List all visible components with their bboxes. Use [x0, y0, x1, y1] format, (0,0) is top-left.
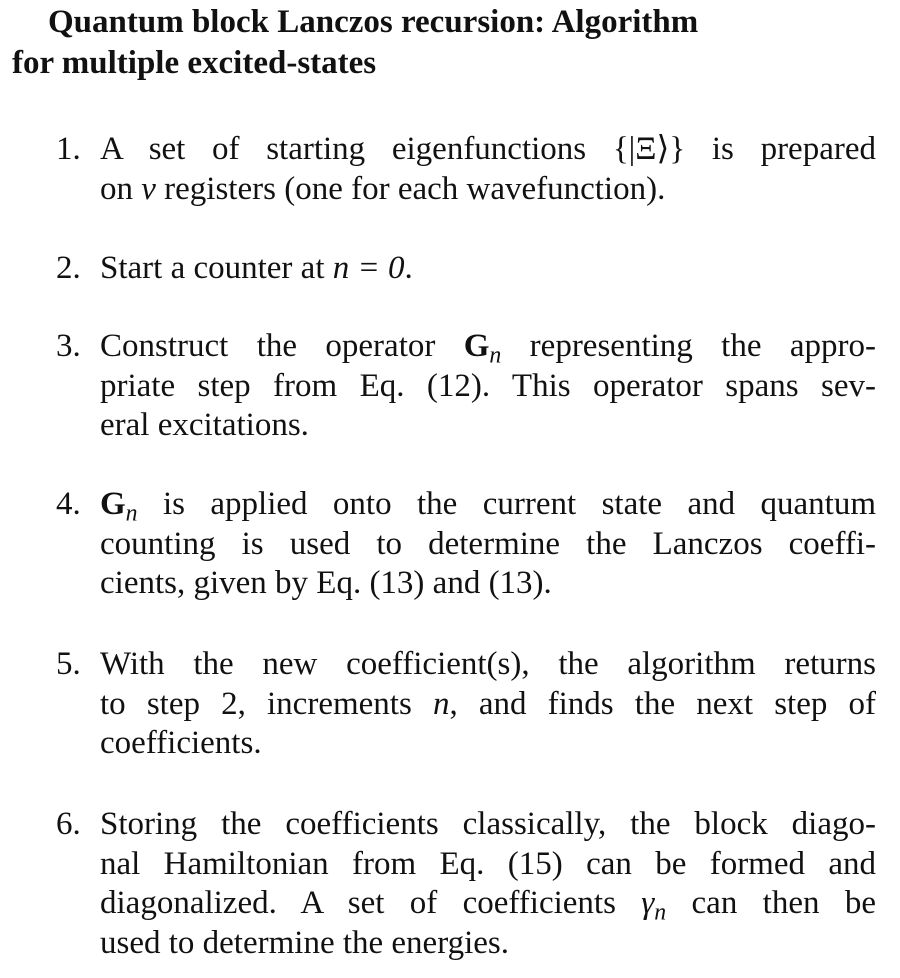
algorithm-title	[12, 2, 878, 84]
step-line: to step 2, increments n, and finds the next step of	[100, 685, 876, 722]
step-line: $G_n$ is applied onto the current state and quantum	[100, 486, 876, 527]
step-text	[100, 249, 876, 289]
subscript-n: n	[654, 899, 667, 926]
step-line: With the new coefficient(s), the algorithm returns	[100, 646, 876, 682]
title-line-2: for multiple excited-states	[12, 45, 377, 81]
step-text	[100, 327, 876, 446]
step-line: diagonalized. A set of coefficients $\gamma_n$ can then be	[100, 885, 876, 926]
step-text	[100, 130, 876, 209]
step-line: Start a counter at n = 0.	[100, 250, 413, 286]
algorithm-step-6	[56, 805, 876, 963]
algorithm-step-5	[56, 645, 876, 764]
title-line-1: Quantum block Lanczos recursion: Algorithm	[48, 4, 699, 40]
operator-G: G	[463, 328, 490, 364]
operator-G: G	[100, 486, 126, 522]
counter-equation: n = 0	[332, 250, 405, 286]
algorithm-step-1	[56, 130, 876, 209]
step-line: coefficients.	[100, 725, 262, 761]
step-text	[100, 645, 876, 764]
step-line: Construct the operator $G_n$ representing the appro-	[100, 328, 876, 369]
step-number: 1.	[56, 131, 81, 167]
step-line: A set of starting eigenfunctions {|Ξ⟩} is prepared	[100, 131, 876, 167]
algorithm-step-2	[56, 249, 876, 289]
step-line: nal Hamiltonian from Eq. (15) can be formed and	[100, 845, 876, 882]
step-line: counting is used to determine the Lanczos coeffi-	[100, 525, 876, 562]
state-set-math: {|Ξ⟩}	[612, 131, 686, 167]
step-number: 4.	[56, 486, 81, 522]
step-line: cients, given by Eq. (13) and (13).	[100, 565, 552, 601]
algorithm-step-3	[56, 327, 876, 446]
step-text	[100, 485, 876, 604]
subscript-n: n	[489, 342, 502, 369]
n-symbol: n	[432, 685, 450, 722]
step-line: priate step from Eq. (12). This operator spans sev-	[100, 367, 876, 404]
step-line: eral excitations.	[100, 407, 309, 443]
subscript-n: n	[125, 500, 138, 527]
step-text	[100, 805, 876, 963]
step-number: 3.	[56, 328, 81, 364]
gamma-symbol: γ	[641, 885, 655, 921]
step-number: 5.	[56, 646, 81, 682]
algorithm-step-4	[56, 485, 876, 604]
step-number: 2.	[56, 250, 81, 286]
step-line: Storing the coefficients classically, the block diago-	[100, 806, 876, 842]
step-line: used to determine the energies.	[100, 924, 510, 961]
step-number: 6.	[56, 806, 81, 842]
nu-symbol: ν	[141, 170, 156, 207]
step-line: on ν registers (one for each wavefunction).	[100, 170, 666, 207]
